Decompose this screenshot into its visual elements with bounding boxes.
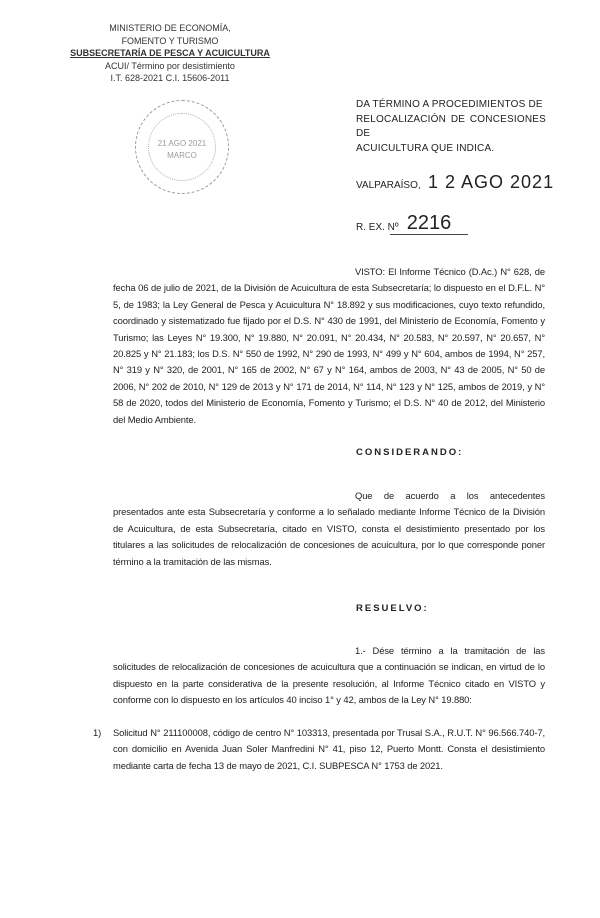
ministry-line: MINISTERIO DE ECONOMÍA,	[109, 23, 231, 33]
considerando-heading: CONSIDERANDO:	[356, 447, 464, 458]
list-item-text: Solicitud N° 211100008, código de centro N° 103313, presentada por Trusal S.A., R.U.T. N° 96.566.740-7, con domicilio en Avenida Juan Soler Manfredini N° 41, piso 12, Puerto Montt. Consta el desistimiento mediante carta de fecha 13 de mayo de 2021, C.I. SUBPESCA N° 1753 de 2021.	[113, 727, 545, 771]
official-stamp	[135, 100, 229, 194]
undersecretariat-line: SUBSECRETARÍA DE PESCA Y ACUICULTURA	[70, 48, 270, 58]
reference-line: I.T. 628-2021 C.I. 15606-2011	[110, 73, 230, 83]
considerando-paragraph: Que de acuerdo a los antecedentes presentados ante esta Subsecretaría y conforme a lo señalado mediante Informe Técnico de la División de Acuicultura, de esta Subsecretaría, citado en VISTO, consta el desistimiento presentado por los titulares a las solicitudes de relocalización de concesiones de acuicultura, por lo que corresponde poner término a la tramitación de las mismas.	[113, 490, 545, 567]
subject-line: ACUICULTURA QUE INDICA.	[356, 142, 495, 154]
place-label: VALPARAÍSO,	[356, 180, 421, 191]
subject-line: RELOCALIZACIÓN DE CONCESIONES DE	[356, 113, 546, 139]
rex-number: 2216	[390, 212, 468, 235]
resuelvo-heading: RESUELVO:	[356, 603, 429, 614]
date-stamp: 1 2 AGO 2021	[428, 172, 555, 192]
letterhead	[0, 22, 340, 85]
visto-paragraph: VISTO: El Informe Técnico (D.Ac.) N° 628, de fecha 06 de julio de 2021, de la División de Acuicultura de esta Subsecretaría; lo dispuesto en el D.F.L. N° 5, de 1983; la Ley General de Pesca y Acuicultura N° 18.892 y sus modificaciones, cuyo texto refundido, coordinado y sistematizado fue fijado por el D.S. N° 430 de 1991, del Ministerio de Economía, Fomento y Turismo; las Leyes N° 19.300, N° 19.880, N° 20.091, N° 20.434, N° 20.583, N° 20.597, N° 20.657, N° 20.825 y N° 21.183; los D.S. N° 550 de 1992, N° 290 de 1993, N° 499 y N° 604, ambos de 1994, N° 257, N° 319 y N° 320, de 2001, N° 165 de 2002, N° 67 y N° 164, ambos de 2003, N° 43 de 2005, N° 50 de 2006, N° 202 de 2010, N° 129 de 2013 y N° 171 de 2014, N° 114, N° 123 y N° 125, ambos de 2019, y N° 58 de 2020, todos del Ministerio de Economía, Fomento y Turismo; el D.S. N° 40 de 2012, del Ministerio del Medio Ambiente.	[113, 266, 545, 425]
ministry-line: FOMENTO Y TURISMO	[121, 35, 219, 46]
list-item-number: 1)	[93, 727, 102, 738]
stamp-date: 21 AGO 2021	[157, 139, 207, 148]
reference-line: ACUI/ Término por desistimiento	[105, 60, 235, 71]
stamp-text: MARCO	[167, 151, 197, 160]
resuelvo-paragraph: 1.- Dése término a la tramitación de las solicitudes de relocalización de concesiones de acuicultura que a continuación se indican, en virtud de lo dispuesto en la parte considerativa de la presente resolución, al Informe Técnico citado en VISTO y conforme con lo dispuesto en los artículos 40 inciso 1° y 42, ambos de la Ley N° 19.880:	[113, 645, 545, 706]
resolution-subject	[356, 98, 546, 156]
rex-label: R. EX. Nº	[356, 222, 399, 233]
subject-line: DA TÉRMINO A PROCEDIMIENTOS DE	[356, 99, 543, 110]
